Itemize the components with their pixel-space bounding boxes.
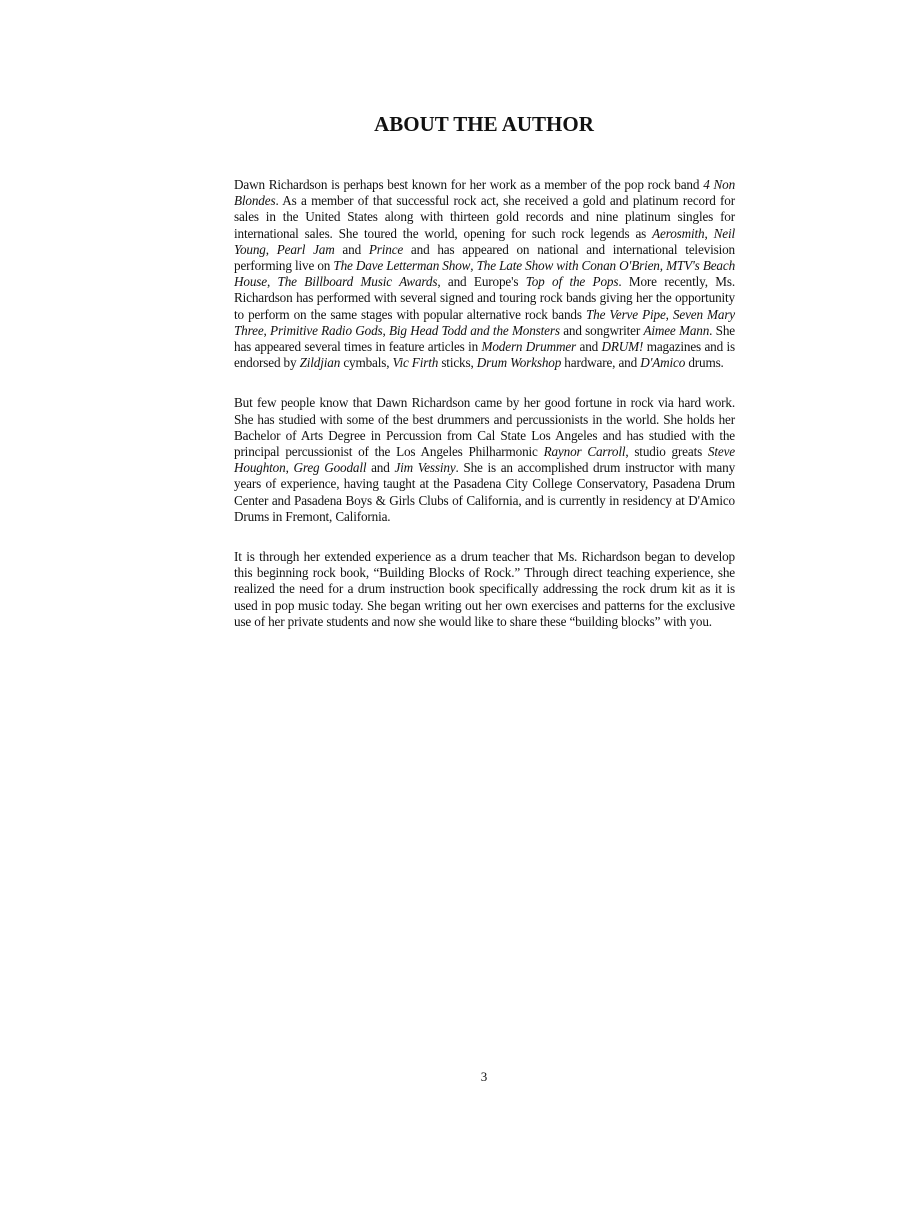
text-run: hardware, and — [561, 355, 641, 371]
brand-name: Vic Firth — [392, 355, 439, 371]
paragraph-education — [234, 395, 735, 525]
band-name: Primitive Radio Gods — [270, 322, 383, 338]
text-run: , — [470, 258, 477, 274]
teacher-name: Greg Goodall — [293, 460, 367, 476]
text-run: sticks, — [438, 355, 477, 371]
show-name: Top of the Pops — [525, 274, 619, 290]
artist-name: Neil Young — [234, 225, 736, 257]
show-name: MTV's Beach House — [234, 258, 736, 290]
text-run: . As a member of that successful rock act, she received a gold and platinum record for sales in the United States along with thirteen gold records and nine platinum singles for international sales. She toured the world, opening for such rock legends as — [234, 193, 735, 241]
text-run: , — [382, 322, 390, 338]
artist-name: Aerosmith — [652, 225, 705, 241]
band-name: The Verve Pipe — [585, 306, 666, 322]
text-run: , — [265, 241, 277, 257]
page-title: ABOUT THE AUTHOR — [374, 112, 594, 136]
text-run: and songwriter — [559, 322, 644, 338]
paragraph-career — [234, 177, 735, 371]
band-name: 4 Non Blondes — [234, 177, 736, 209]
show-name: The Late Show with Conan O'Brien — [476, 258, 660, 274]
teacher-name: Steve Houghton — [234, 444, 735, 476]
artist-name: Prince — [368, 241, 404, 257]
text-run: and — [576, 339, 602, 355]
text-run: , — [659, 258, 667, 274]
teacher-name: Raynor Carroll — [543, 444, 626, 460]
text-run: drums. — [685, 355, 724, 371]
artist-name: Aimee Mann — [643, 322, 710, 338]
teacher-name: Jim Vessiny — [394, 460, 456, 476]
text-run: and — [334, 241, 369, 257]
text-run: and — [366, 460, 395, 476]
text-run: . She has appeared several times in feature articles in — [234, 322, 736, 355]
text-run: But few people know that Dawn Richardson came by her good fortune in rock via hard work. She has studied with some of the best drummers and percussionists in the world. She holds her Bachelor of Arts Degree in Percussion from Cal State Los Angeles and has studied with the principal percussionist of the Los Angeles Philharmonic — [234, 395, 735, 460]
text-run: . She is an accomplished drum instructor with many years of experience, having taught at the Pasadena City College Conservatory, Pasadena Drum Center and Pasadena Boys & Girls Clubs of California, and is currently in residency at D'Amico Drums in Fremont, California. — [234, 460, 736, 524]
text-run: cymbals, — [340, 355, 393, 371]
band-name: Big Head Todd and the Monsters — [389, 322, 560, 338]
brand-name: Zildjian — [299, 355, 341, 371]
text-run: magazines and is endorsed by — [234, 339, 735, 371]
paragraph-book: It is through her extended experience as a drum teacher that Ms. Richardson began to develop this beginning rock book, “Building Blocks of Rock.” Through direct teaching experience, she realized the need for a drum instruction book specifically addressing the rock drum kit as it is used in pop music today. She began writing out her own exercises and patterns for the exclusive use of her private students and now she would like to share these “building blocks” with you. — [234, 549, 735, 629]
text-run: , — [285, 460, 294, 476]
text-run: , — [665, 306, 673, 322]
brand-name: D'Amico — [640, 355, 686, 371]
body-text — [234, 177, 735, 654]
show-name: The Dave Letterman Show — [333, 258, 471, 274]
magazine-name: DRUM! — [601, 339, 644, 355]
text-run: , and Europe's — [437, 274, 526, 290]
text-run: , — [263, 322, 271, 338]
page-number: 3 — [480, 1069, 488, 1084]
band-name: Seven Mary Three — [234, 306, 736, 338]
brand-name: Drum Workshop — [476, 355, 562, 371]
text-run: Dawn Richardson is perhaps best known for her work as a member of the pop rock band — [234, 177, 704, 192]
show-name: The Billboard Music Awards — [277, 274, 438, 290]
text-run: , — [266, 274, 278, 290]
text-run: , studio greats — [625, 444, 708, 460]
magazine-name: Modern Drummer — [481, 339, 577, 355]
text-run: . More recently, Ms. Richardson has performed with several signed and touring rock bands giving her the opportunity to perform on the same stages with popular alternative rock bands — [234, 274, 735, 322]
artist-name: Pearl Jam — [276, 241, 335, 257]
text-run: , — [704, 225, 714, 241]
text-run: and has appeared on national and international television performing live on — [234, 241, 735, 274]
